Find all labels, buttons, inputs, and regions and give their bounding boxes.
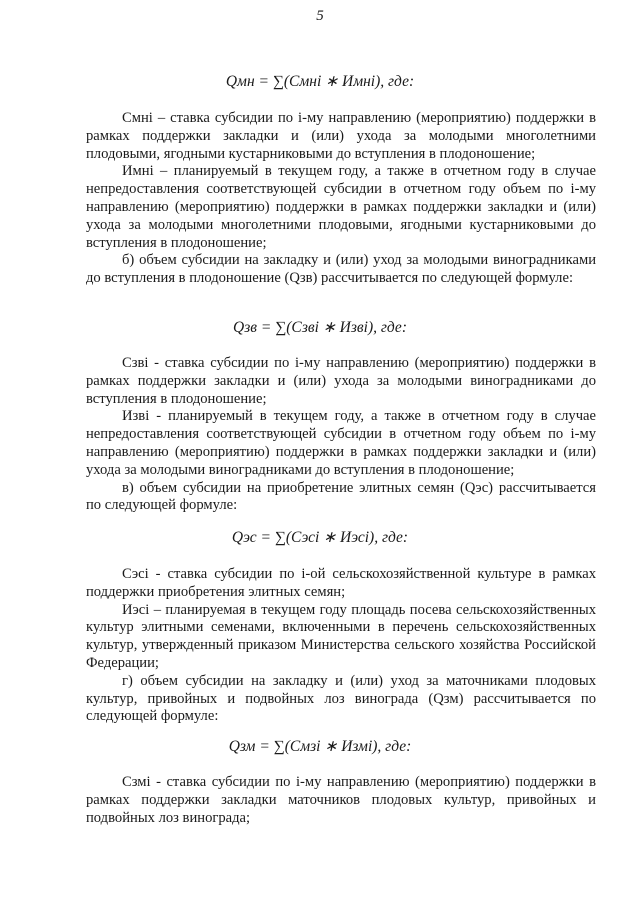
formula-qmn: Qмн = ∑(Смнi ∗ Имнi), где: [225,73,415,90]
paragraph-szvi: Сзвi - ставка субсидии по i-му направлению (мероприятию) поддержки в рамках поддержки закладки и (или) ухода за молодыми виноградниками до вступления в плодоношение; [86,355,596,407]
paragraph-g: г) объем субсидии на закладку и (или) уход за маточниками плодовых культур, привойных и подвойных лоз винограда (Qзм) рассчитывается по следующей формуле: [86,672,596,725]
text-block-1 [86,110,596,288]
paragraph-szmi: Сзмi - ставка субсидии по i-му направлению (мероприятию) поддержки в рамках поддержки закладки маточников плодовых культур, привойных и подвойных лоз винограда; [86,774,596,826]
formula-qzv: Qзв = ∑(Сзвi ∗ Извi), где: [233,319,407,336]
paragraph-imni: Имнi – планируемый в текущем году, а также в отчетном году в случае непредоставления соответствующей субсидии в отчетном году объем по i-му направлению (мероприятию) поддержки в рамках поддержки закладки и (или) ухода за молодыми многолетними плодовыми, ягодными кустарниковыми до вступления в плодоношение; [86,163,596,251]
text-block-3 [86,566,596,726]
paragraph-izvi: Извi - планируемый в текущем году, а также в отчетном году в случае непредоставления соответствующей субсидии в отчетном году объем по i-му направлению (мероприятию) поддержки в рамках поддержки закладки и (или) ухода за молодыми виноградниками до вступления в плодоношение; [86,408,596,478]
text-block-2 [86,355,596,515]
text-block-4 [86,774,596,827]
page-number: 5 [316,8,324,24]
paragraph-v: в) объем субсидии на приобретение элитных семян (Qэс) рассчитывается по следующей формуле: [86,479,596,514]
formula-qes: Qэс = ∑(Сэсi ∗ Иэсi), где: [231,529,409,546]
paragraph-smni: Смнi – ставка субсидии по i-му направлению (мероприятию) поддержки в рамках поддержки закладки и (или) ухода за молодыми многолетними плодовыми, ягодными кустарниковыми до вступления в плодоношение; [86,110,596,162]
paragraph-b: б) объем субсидии на закладку и (или) уход за молодыми виноградниками до вступления в плодоношение (Qзв) рассчитывается по следующей формуле: [86,252,596,287]
formula-qzm: Qзм = ∑(Смзi ∗ Измi), где: [228,738,412,755]
paragraph-sesi: Сэсi - ставка субсидии по i-ой сельскохозяйственной культуре в рамках поддержки приобретения элитных семян; [86,566,596,600]
paragraph-iesi: Иэсi – планируемая в текущем году площадь посева сельскохозяйственных культур элитными семенами, включенными в перечень сельскохозяйственных культур, утвержденный приказом Министерства сельского хозяйства Российской Федерации; [86,601,596,671]
